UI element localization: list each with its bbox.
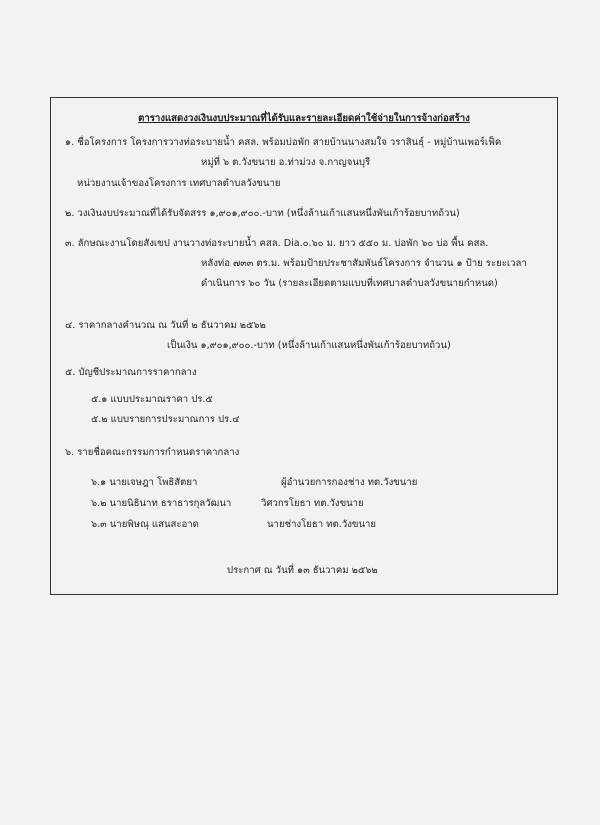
estimate-list-heading: ๕. บัญชีประมาณการราคากลาง [65, 367, 197, 378]
median-price-amount: เป็นเงิน ๑,๙๐๑,๙๐๐.-บาท (หนึ่งล้านเก้าแสนหนึ่งพันเก้าร้อยบาทถ้วน) [167, 340, 451, 351]
committee-member-name: ๖.๑ นายเจษฎา โพธิสัตยา [91, 477, 198, 488]
project-location: หมู่ที่ ๖ ต.วังขนาย อ.ท่าม่วง จ.กาญจนบุรี [201, 157, 371, 168]
work-description-line2: หลังท่อ ๗๓๓ ตร.ม. พร้อมป้ายประชาสัมพันธ์โครงการ จำนวน ๑ ป้าย ระยะเวลา [201, 258, 527, 269]
median-price-date: ๔. ราคากลางคำนวณ ณ วันที่ ๒ ธันวาคม ๒๕๖๒ [65, 320, 266, 331]
document-frame [50, 97, 558, 595]
committee-heading: ๖. รายชื่อคณะกรรมการกำหนดราคากลาง [65, 447, 240, 458]
estimate-item-2: ๕.๒ แบบรายการประมาณการ ปร.๔ [91, 414, 240, 425]
work-description-line3: ดำเนินการ ๖๐ วัน (รายละเอียดตามแบบที่เทศบาลตำบลวังขนายกำหนด) [201, 278, 498, 289]
committee-member-position: ผู้อำนวยการกองช่าง ทต.วังขนาย [281, 477, 418, 488]
committee-member-position: นายช่างโยธา ทต.วังขนาย [267, 519, 377, 530]
document-title: ตารางแสดงวงเงินงบประมาณที่ได้รับและรายละเอียดค่าใช้จ่ายในการจ้างก่อสร้าง [138, 113, 470, 124]
estimate-item-1: ๕.๑ แบบประมาณราคา ปร.๕ [91, 394, 213, 405]
committee-member-position: วิศวกรโยธา ทต.วังขนาย [261, 498, 364, 509]
project-owner: หน่วยงานเจ้าของโครงการ เทศบาลตำบลวังขนาย [77, 178, 281, 189]
project-name: ๑. ชื่อโครงการ โครงการวางท่อระบายน้ำ คสล. พร้อมบ่อพัก สายบ้านนางสมใจ วราสินธุ์ - หมู่บ้านเพอร์เฟ็ค [65, 137, 502, 148]
work-description-line1: ๓. ลักษณะงานโดยสังเขป งานวางท่อระบายน้ำ คสล. Dia.๐.๖๐ ม. ยาว ๕๕๐ ม. บ่อพัก ๖๐ บ่อ พื้น คสล. [65, 238, 489, 249]
announcement-date: ประกาศ ณ วันที่ ๑๓ ธันวาคม ๒๕๖๒ [227, 565, 378, 576]
budget-amount: ๒. วงเงินงบประมาณที่ได้รับจัดสรร ๑,๙๐๑,๙๐๐.-บาท (หนึ่งล้านเก้าแสนหนึ่งพันเก้าร้อยบาทถ้วน) [65, 208, 460, 219]
committee-member-name: ๖.๒ นายนิธินาท ธราธารกุลวัฒนา [91, 498, 232, 509]
committee-member-name: ๖.๓ นายพิษณุ แสนสะอาด [91, 519, 199, 530]
